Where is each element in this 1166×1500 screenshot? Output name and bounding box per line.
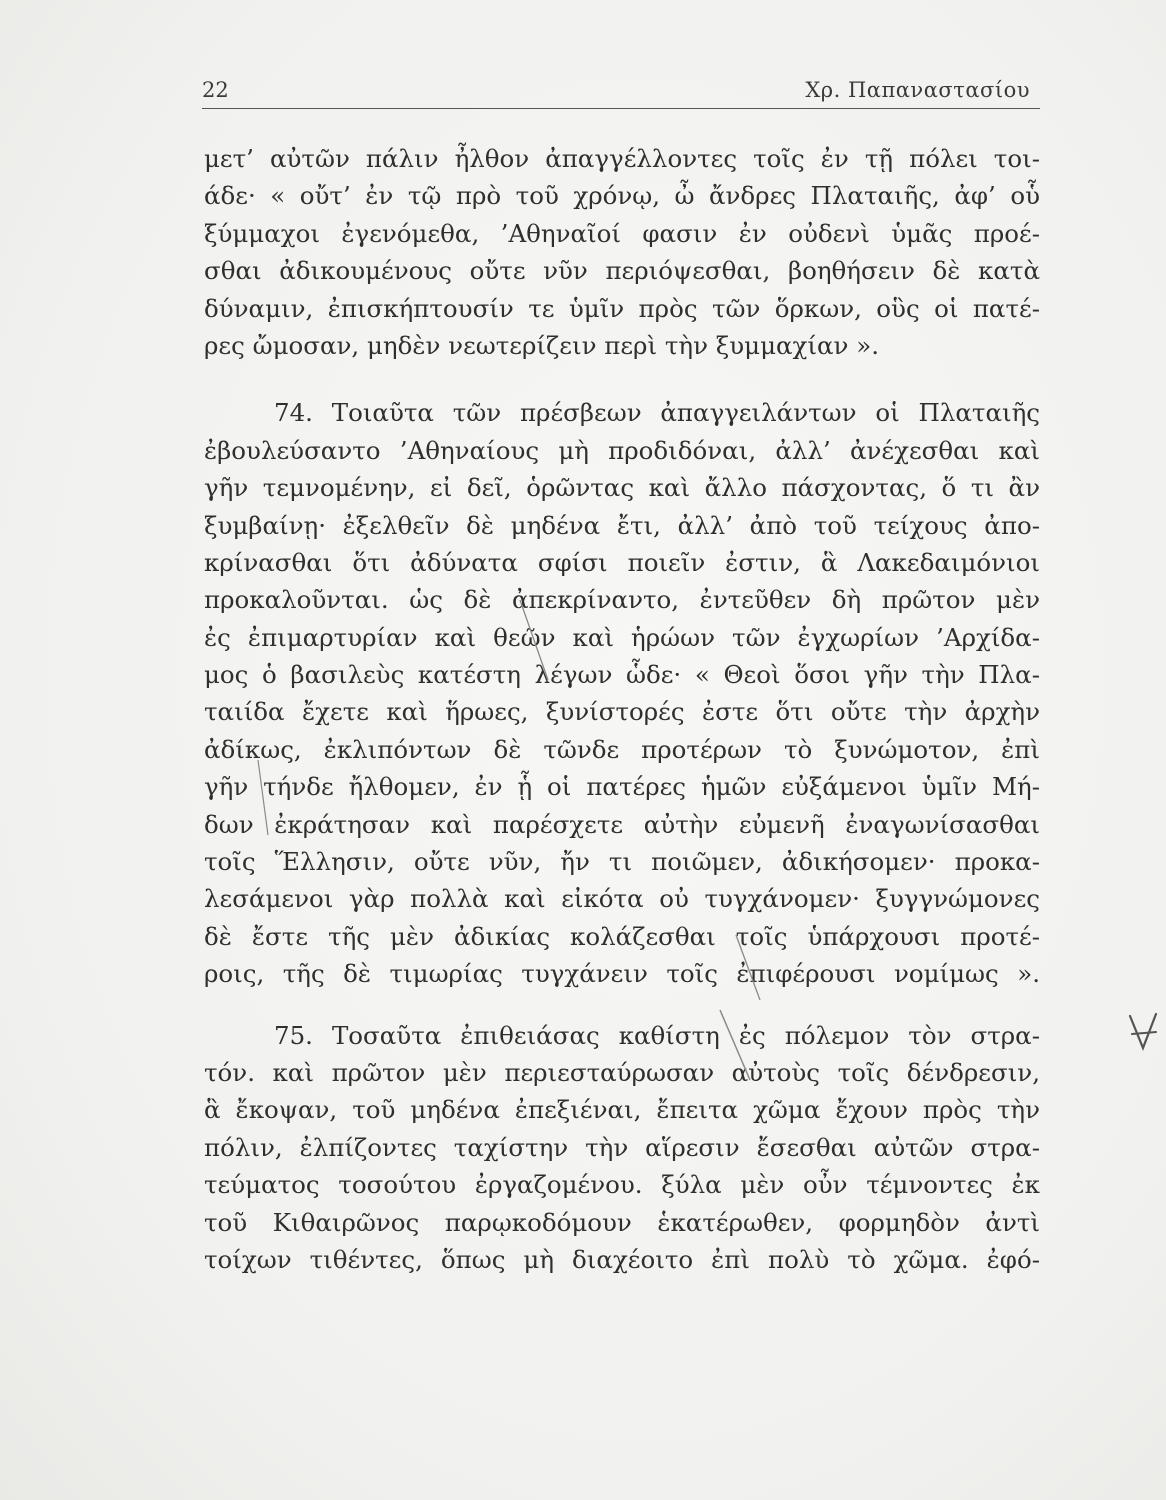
- text-line: ρες ὤμοσαν, μηδὲν νεωτερίζειν περὶ τὴν ξυμμαχίαν ».: [204, 330, 879, 360]
- text-line: μετ’ αὐτῶν πάλιν ἦλθον ἀπαγγέλλοντες τοῖς ἐν τῇ πόλει τοι-: [204, 144, 1040, 173]
- body-text: [204, 140, 1040, 1278]
- text-line: ἀδίκως, ἐκλιπόντων δὲ τῶνδε προτέρων τὸ ξυνώμοτον, ἐπὶ: [204, 734, 1040, 764]
- text-line: 74. Τοιαῦτα τῶν πρέσβεων ἀπαγγειλάντων οἱ Πλαταιῆς: [274, 398, 1040, 428]
- text-line: ἐς ἐπιμαρτυρίαν καὶ θεῶν καὶ ἡρώων τῶν ἐγχωρίων ’Αρχίδα-: [204, 622, 1040, 652]
- text-line: ξυμβαίνῃ· ἐξελθεῖν δὲ μηδένα ἔτι, ἀλλ’ ἀπὸ τοῦ τείχους ἀπο-: [204, 510, 1040, 540]
- text-line: λεσάμενοι γὰρ πολλὰ καὶ εἰκότα οὐ τυγχάνομεν· ξυγγνώμονες: [204, 884, 1040, 914]
- header-rule: [202, 108, 1040, 109]
- text-line: πόλιν, ἐλπίζοντες ταχίστην τὴν αἵρεσιν ἔσεσθαι αὐτῶν στρα-: [204, 1132, 1040, 1162]
- text-line: ἃ ἔκοψαν, τοῦ μηδένα ἐπεξιέναι, ἔπειτα χῶμα ἔχουν πρὸς τὴν: [204, 1095, 1040, 1125]
- pencil-margin-mark-icon: [1126, 1010, 1160, 1054]
- text-line: γῆν τήνδε ἤλθομεν, ἐν ᾗ οἱ πατέρες ἡμῶν εὐξάμενοι ὑμῖν Μή-: [204, 772, 1040, 802]
- paragraph-75: [204, 1017, 1040, 1279]
- text-line: προκαλοῦνται. ὡς δὲ ἀπεκρίναντο, ἐντεῦθεν δὴ πρῶτον μὲν: [204, 585, 1040, 615]
- text-line: ταιίδα ἔχετε καὶ ἥρωες, ξυνίστορές ἐστε ὅτι οὔτε τὴν ἀρχὴν: [204, 697, 1040, 727]
- text-line: μος ὁ βασιλεὺς κατέστη λέγων ὧδε· « Θεοὶ ὅσοι γῆν τὴν Πλα-: [204, 660, 1040, 690]
- page-header: [202, 70, 1040, 110]
- paragraph-gap: [204, 993, 1040, 1017]
- text-line: δων ἐκράτησαν καὶ παρέσχετε αὐτὴν εὐμενῆ ἐναγωνίσασθαι: [204, 809, 1040, 839]
- text-line: δύναμιν, ἐπισκήπτουσίν τε ὑμῖν πρὸς τῶν ὅρκων, οὓς οἱ πατέ-: [204, 293, 1040, 323]
- paragraph-1: [204, 140, 1040, 364]
- running-head: Χρ. Παπαναστασίου: [805, 78, 1030, 102]
- paragraph-gap: [204, 364, 1040, 394]
- text-line: κρίνασθαι ὅτι ἀδύνατα σφίσι ποιεῖν ἐστιν, ἃ Λακεδαιμόνιοι: [204, 547, 1040, 577]
- text-line: τεύματος τοσούτου ἐργαζομένου. ξύλα μὲν οὖν τέμνοντες ἐκ: [204, 1170, 1040, 1200]
- text-line: τόν. καὶ πρῶτον μὲν περιεσταύρωσαν αὐτοὺς τοῖς δένδρεσιν,: [204, 1057, 1040, 1087]
- text-line: ἐβουλεύσαντο ’Αθηναίους μὴ προδιδόναι, ἀλλ’ ἀνέχεσθαι καὶ: [204, 435, 1040, 465]
- text-line: ξύμμαχοι ἐγενόμεθα, ’Αθηναῖοί φασιν ἐν οὐδενὶ ὑμᾶς προέ-: [204, 218, 1040, 248]
- text-line: δὲ ἔστε τῆς μὲν ἀδικίας κολάζεσθαι τοῖς ὑπάρχουσι προτέ-: [204, 921, 1040, 951]
- text-line: τοίχων τιθέντες, ὅπως μὴ διαχέοιτο ἐπὶ πολὺ τὸ χῶμα. ἐφό-: [204, 1244, 1040, 1274]
- text-line: γῆν τεμνομένην, εἰ δεῖ, ὁρῶντας καὶ ἄλλο πάσχοντας, ὅ τι ἂν: [204, 473, 1040, 503]
- paragraph-74: [204, 394, 1040, 992]
- text-line: σθαι ἀδικουμένους οὔτε νῦν περιόψεσθαι, βοηθήσειν δὲ κατὰ: [204, 256, 1040, 286]
- text-line: τοῖς Ἕλλησιν, οὔτε νῦν, ἤν τι ποιῶμεν, ἀδικήσομεν· προκα-: [204, 847, 1040, 877]
- text-line: άδε· « οὔτ’ ἐν τῷ πρὸ τοῦ χρόνῳ, ὦ ἄνδρες Πλαταιῆς, ἀφ’ οὗ: [204, 181, 1040, 211]
- text-line: 75. Τοσαῦτα ἐπιθειάσας καθίστη ἐς πόλεμον τὸν στρα-: [274, 1020, 1040, 1050]
- text-line: ροις, τῆς δὲ τιμωρίας τυγχάνειν τοῖς ἐπιφέρουσι νομίμως ».: [204, 959, 1040, 989]
- page-number: 22: [202, 78, 229, 102]
- text-line: τοῦ Κιθαιρῶνος παρῳκοδόμουν ἑκατέρωθεν, φορμηδὸν ἀντὶ: [204, 1207, 1040, 1237]
